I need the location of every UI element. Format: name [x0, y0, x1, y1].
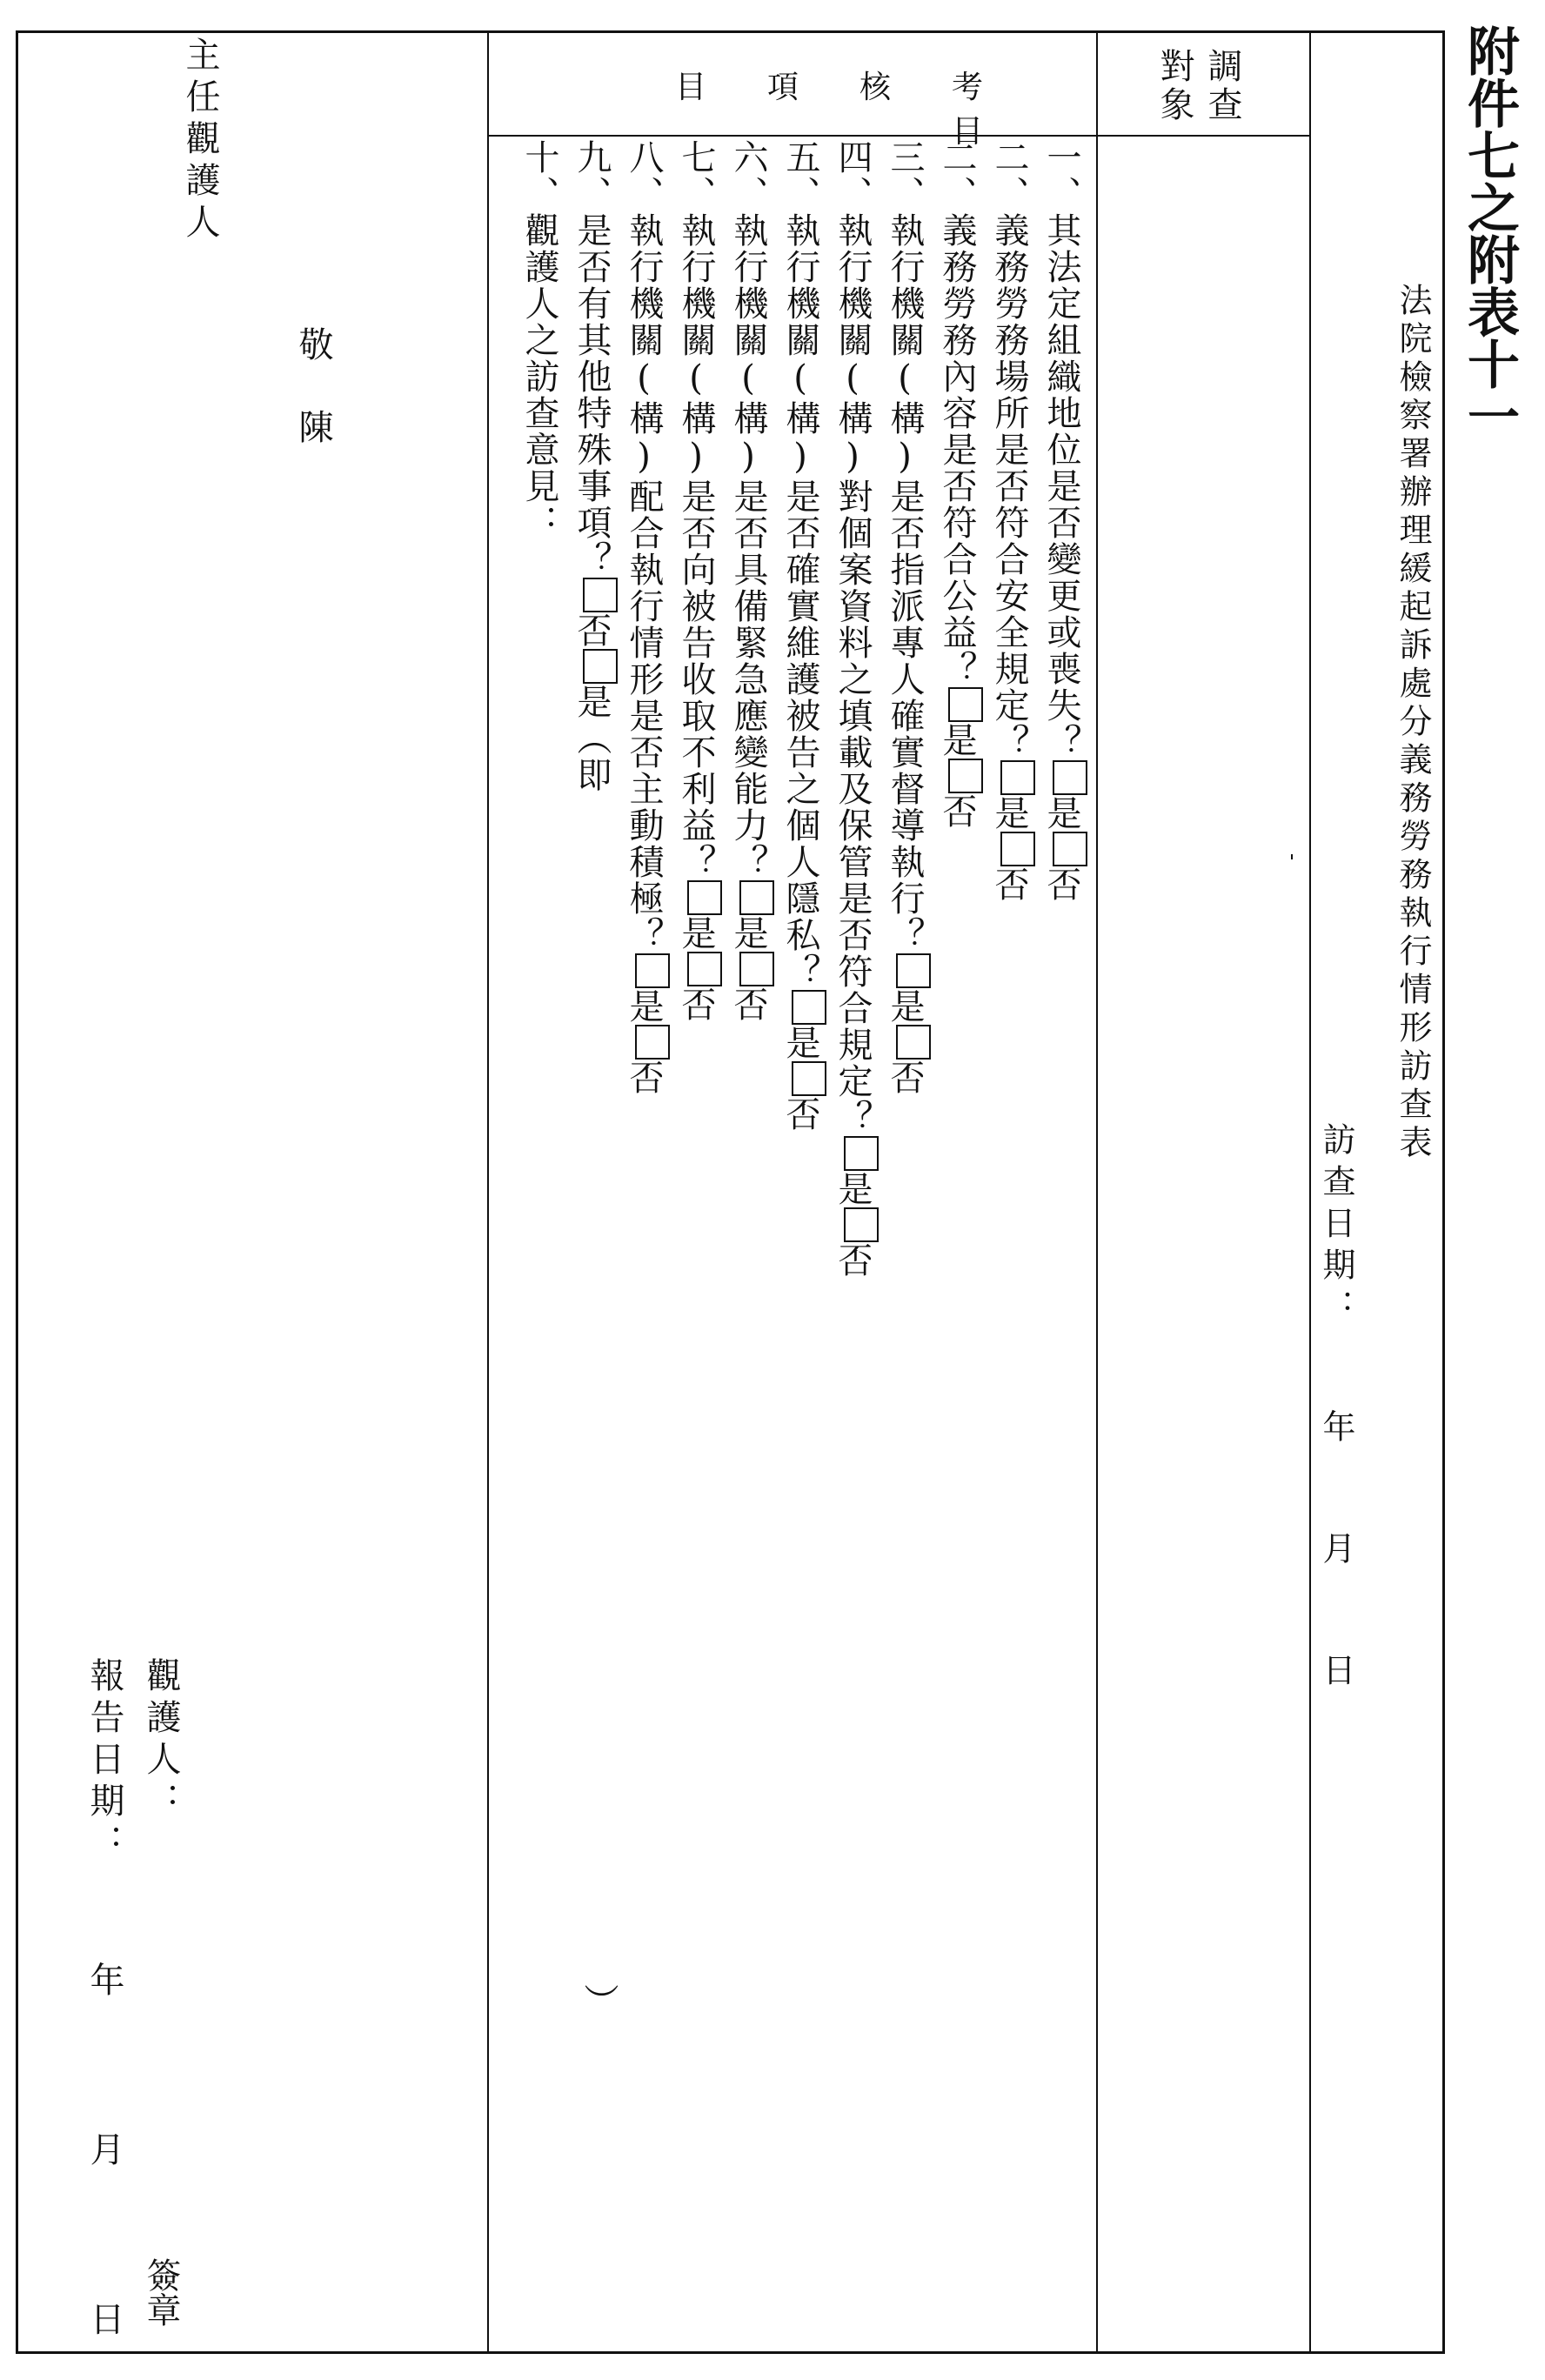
item-text: 四、執行機關(構)對個案資料之填載及保管是否符合規定？ — [833, 139, 873, 1136]
no-checkbox[interactable] — [792, 1061, 826, 1096]
no-checkbox[interactable] — [583, 578, 618, 612]
no-checkbox[interactable] — [739, 952, 774, 986]
item-text: 三、執行機關(構)是否指派專人確實督導執行？ — [885, 139, 925, 953]
option-label: 是 — [728, 915, 768, 952]
option-label: 否 — [833, 1242, 873, 1279]
option-label: 否 — [780, 1096, 820, 1133]
option-label: 是 — [780, 1025, 820, 1061]
frame-left-border — [16, 30, 18, 2353]
check-item-3 — [931, 139, 983, 830]
signature-label: 簽章 — [141, 2257, 181, 2327]
no-checkbox[interactable] — [948, 759, 983, 793]
option-label: 否 — [728, 986, 768, 1023]
item-text: 一、其法定組織地位是否變更或喪失？ — [1041, 139, 1081, 760]
option-label: 是 — [885, 988, 925, 1025]
frame-right-border — [1442, 30, 1445, 2353]
option-label: 否 — [989, 866, 1029, 903]
option-label: 是 — [989, 795, 1029, 832]
probation-officer-label: 觀護人： — [141, 1657, 181, 1824]
form-title: 法院檢察署辦理緩起訴處分義務勞務執行情形訪查表 — [1394, 283, 1432, 1163]
option-label: 否 — [885, 1060, 925, 1096]
yes-checkbox[interactable] — [844, 1136, 879, 1171]
item-9-close-paren: ） — [579, 1983, 619, 2018]
option-label: 是 — [1041, 795, 1081, 832]
items-heading: 考核項目目 — [674, 70, 1044, 150]
visit-date-day: 日 — [1317, 1653, 1355, 1686]
yes-checkbox[interactable] — [635, 953, 670, 988]
respect-word-2: 陳 — [293, 409, 333, 444]
frame-bottom-border — [16, 2351, 1445, 2354]
report-date-label: 報告日期： — [84, 1657, 124, 1866]
respect-word-1: 敬 — [293, 326, 333, 361]
divider-subject-column — [1309, 30, 1311, 2353]
visit-date-year: 年 — [1317, 1409, 1355, 1442]
yes-checkbox[interactable] — [583, 649, 618, 684]
visit-date-label: 訪查日期： — [1317, 1122, 1355, 1331]
check-item-10 — [565, 139, 618, 793]
option-label: 否 — [937, 793, 977, 830]
item-text: 五、執行機關(構)是否確實維護被告之個人隱私？ — [780, 139, 820, 990]
option-label: 是 — [676, 915, 716, 952]
divider-items-column — [1096, 30, 1098, 2353]
yes-checkbox[interactable] — [1053, 760, 1087, 795]
option-label: 否 — [624, 1060, 664, 1096]
option-label: 否 — [572, 612, 612, 649]
option-label: 是（即 — [572, 684, 612, 793]
recipient-title: 主任觀護人 — [180, 37, 220, 245]
check-item-11 — [513, 139, 565, 541]
report-date-month: 月 — [84, 2131, 124, 2166]
check-item-4 — [879, 139, 931, 1096]
report-date-year: 年 — [84, 1962, 124, 1996]
frame-top-border — [16, 30, 1445, 33]
item-text: 二、義務勞務場所是否符合安全規定？ — [989, 139, 1029, 760]
yes-checkbox[interactable] — [1000, 760, 1035, 795]
check-item-1 — [1035, 139, 1087, 903]
option-label: 是 — [937, 722, 977, 759]
check-item-2 — [983, 139, 1035, 903]
yes-checkbox[interactable] — [896, 953, 931, 988]
check-item-9 — [618, 139, 670, 1096]
divider-left-column — [487, 30, 489, 2353]
yes-checkbox[interactable] — [792, 990, 826, 1025]
item-text: 十、觀護人之訪查意見： — [519, 139, 559, 541]
no-checkbox[interactable] — [1053, 832, 1087, 866]
option-label: 否 — [1041, 866, 1081, 903]
visit-date-month: 月 — [1317, 1531, 1355, 1564]
yes-checkbox[interactable] — [948, 687, 983, 722]
check-item-5 — [826, 139, 879, 1279]
item-text: 九、是否有其他特殊事項？ — [572, 139, 612, 578]
item-text: 七、執行機關(構)是否向被告收取不利益？ — [676, 139, 716, 880]
option-label: 是 — [624, 988, 664, 1025]
check-item-8 — [670, 139, 722, 1023]
check-item-7 — [722, 139, 774, 1023]
item-text: 二、義務勞務內容是否符合公益？ — [937, 139, 977, 687]
option-label: 否 — [676, 986, 716, 1023]
no-checkbox[interactable] — [687, 952, 722, 986]
attachment-title: 附件七之附表十一 — [1459, 24, 1520, 442]
item-text: 八、執行機關(構)配合執行情形是否主動積極？ — [624, 139, 664, 953]
item-text: 六、執行機關(構)是否具備緊急應變能力？ — [728, 139, 768, 880]
report-date-day: 日 — [84, 2301, 124, 2336]
subject-header-bottom: 對象 — [1154, 48, 1194, 124]
yes-checkbox[interactable] — [739, 880, 774, 915]
date-tick-mark — [1291, 854, 1293, 859]
no-checkbox[interactable] — [635, 1025, 670, 1060]
yes-checkbox[interactable] — [687, 880, 722, 915]
subject-header-top: 調查 — [1202, 48, 1242, 124]
check-item-6 — [774, 139, 826, 1133]
option-label: 是 — [833, 1171, 873, 1207]
no-checkbox[interactable] — [844, 1207, 879, 1242]
no-checkbox[interactable] — [896, 1025, 931, 1060]
no-checkbox[interactable] — [1000, 832, 1035, 866]
